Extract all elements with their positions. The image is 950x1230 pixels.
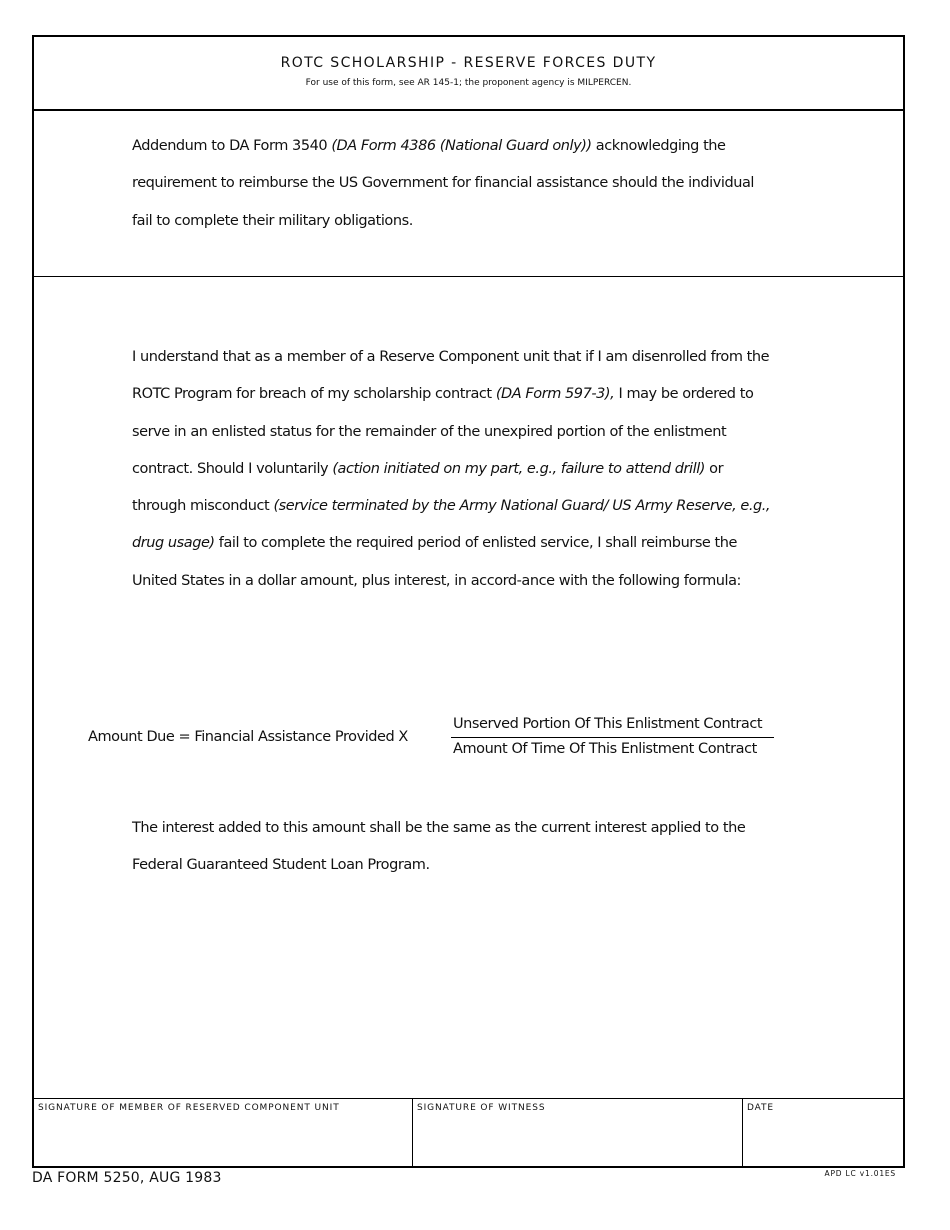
form-version: APD LC v1.01ES bbox=[824, 1169, 896, 1178]
statement-text-4: fail to complete the required period of enlisted service, I shall reimburse the United States in a dollar amount, plus interest, in accord-ance with the following formula: bbox=[132, 535, 741, 589]
addendum-text-1: Addendum to DA Form 3540 bbox=[132, 138, 332, 154]
witness-signature-label: SIGNATURE OF WITNESS bbox=[417, 1103, 546, 1113]
statement-misconduct-example: (service terminated by the Army National Guard/ US Army Reserve, e.g., drug usage) bbox=[132, 498, 771, 552]
date-field[interactable] bbox=[743, 1099, 903, 1167]
member-signature-label: SIGNATURE OF MEMBER OF RESERVED COMPONENT UNIT bbox=[38, 1103, 340, 1113]
witness-signature-field[interactable] bbox=[413, 1099, 743, 1167]
form-frame bbox=[32, 35, 905, 1168]
form-title: ROTC SCHOLARSHIP - RESERVE FORCES DUTY bbox=[280, 55, 657, 71]
form-number: DA FORM 5250, AUG 1983 bbox=[32, 1170, 222, 1186]
formula-left-side: Amount Due = Financial Assistance Provided X bbox=[88, 729, 408, 745]
statement-text-1: I understand that as a member of a Reserve Component unit that if I am disenrolled from the ROTC Program for breach of my scholarship contract bbox=[132, 349, 770, 403]
addendum-paragraph bbox=[132, 128, 772, 240]
statement-voluntary-example: (action initiated on my part, e.g., failure to attend drill) bbox=[332, 460, 705, 477]
statement-section bbox=[34, 277, 903, 1098]
addendum-text-2: acknowledging the requirement to reimburse the US Government for financial assistance should the individual fail to complete their military obligations. bbox=[132, 138, 754, 229]
understanding-paragraph bbox=[132, 339, 772, 600]
date-label: DATE bbox=[747, 1103, 775, 1113]
signature-row bbox=[34, 1098, 903, 1167]
statement-contract-reference: (DA Form 597-3), bbox=[495, 386, 615, 403]
statement-text-2: I may be ordered to serve in an enlisted status for the remainder of the unexpired portion of the enlistment contract. Should I voluntarily bbox=[132, 386, 754, 477]
addendum-section bbox=[34, 111, 903, 277]
statement-text-3: or through misconduct bbox=[132, 460, 724, 515]
form-subtitle: For use of this form, see AR 145-1; the proponent agency is MILPERCEN. bbox=[305, 78, 632, 88]
member-signature-field[interactable] bbox=[34, 1099, 413, 1167]
reimbursement-formula bbox=[88, 714, 788, 770]
formula-numerator: Unserved Portion Of This Enlistment Contract bbox=[451, 714, 774, 738]
formula-denominator: Amount Of Time Of This Enlistment Contract bbox=[453, 741, 757, 757]
addendum-form-reference: (DA Form 4386 (National Guard only)) bbox=[331, 138, 592, 154]
interest-paragraph: The interest added to this amount shall be the same as the current interest applied to the Federal Guaranteed Student Loan Program. bbox=[132, 820, 746, 874]
form-header bbox=[34, 37, 903, 111]
formula-fraction bbox=[451, 714, 774, 759]
